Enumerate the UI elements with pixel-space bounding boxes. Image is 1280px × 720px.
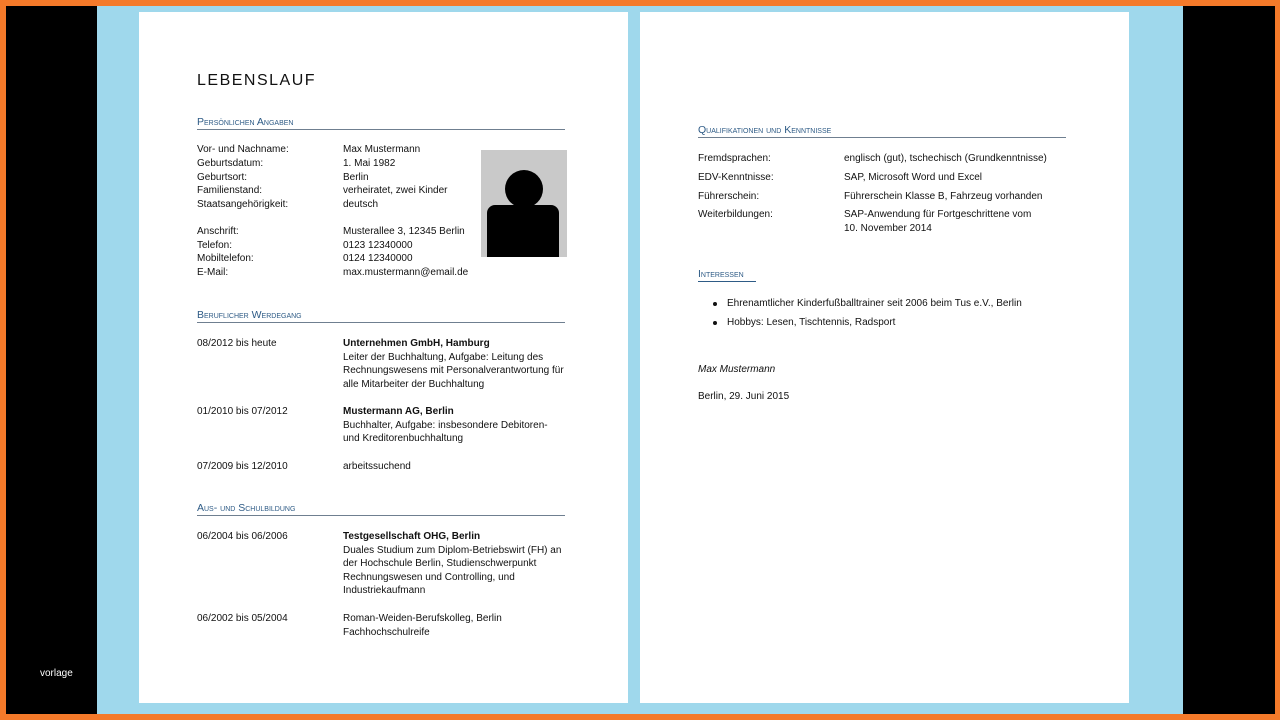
avatar-body-icon: [487, 205, 559, 257]
field-value: 1. Mai 1982: [343, 158, 396, 169]
field-label: Telefon:: [197, 240, 233, 251]
cv-page-2: [640, 12, 1129, 703]
section-heading-education: Aus- und Schulbildung: [197, 502, 565, 516]
field-value: englisch (gut), tschechisch (Grundkenntnisse): [844, 153, 1047, 164]
profile-photo-placeholder: [481, 150, 567, 257]
entry-date: 06/2002 bis 05/2004: [197, 613, 288, 624]
entry-organization: Testgesellschaft OHG, Berlin: [343, 531, 481, 542]
entry-date: 07/2009 bis 12/2010: [197, 461, 288, 472]
field-label: Staatsangehörigkeit:: [197, 199, 289, 210]
field-value: SAP, Microsoft Word und Excel: [844, 172, 983, 183]
list-item: Ehrenamtlicher Kinderfußballtrainer seit 2006 beim Tus e.V., Berlin: [712, 298, 1022, 317]
field-value: deutsch: [343, 199, 379, 210]
list-item: Hobbys: Lesen, Tischtennis, Radsport: [712, 317, 1022, 336]
field-value: 0124 12340000: [343, 253, 413, 264]
entry-description: Buchhalter, Aufgabe: insbesondere Debitoren- und Kreditorenbuchhaltung: [343, 419, 548, 444]
field-value: verheiratet, zwei Kinder: [343, 185, 448, 196]
field-label: Mobiltelefon:: [197, 253, 254, 264]
field-label: Vor- und Nachname:: [197, 144, 289, 155]
field-value: Musterallee 3, 12345 Berlin: [343, 226, 465, 237]
corner-label: vorlage: [40, 668, 73, 679]
entry-description: Roman-Weiden-Berufskolleg, Berlin Fachhochschulreife: [343, 613, 502, 638]
entry-description: arbeitssuchend: [343, 461, 411, 472]
signature-name: Max Mustermann: [698, 364, 776, 375]
section-heading-career: Beruflicher Werdegang: [197, 309, 565, 323]
field-label: Führerschein:: [698, 191, 760, 202]
field-value: max.mustermann@email.de: [343, 267, 469, 278]
field-label: Weiterbildungen:: [698, 209, 773, 220]
field-label: Fremdsprachen:: [698, 153, 771, 164]
entry-organization: Unternehmen GmbH, Hamburg: [343, 338, 490, 349]
section-heading-personal: Persönlichen Angaben: [197, 116, 565, 130]
section-heading-qualifications: Qualifikationen und Kenntnisse: [698, 124, 1066, 138]
entry-date: 08/2012 bis heute: [197, 338, 277, 349]
field-label: Anschrift:: [197, 226, 239, 237]
field-label: EDV-Kenntnisse:: [698, 172, 774, 183]
entry-description: Duales Studium zum Diplom-Betriebswirt (FH) an der Hochschule Berlin, Studienschwerpunkt Rechnungswesen und Controlling, und Industriekaufmann: [343, 544, 562, 596]
field-value: Berlin: [343, 172, 369, 183]
field-value: 0123 12340000: [343, 240, 413, 251]
avatar-head-icon: [505, 170, 543, 208]
field-label: Familienstand:: [197, 185, 263, 196]
interests-list: [712, 298, 1022, 336]
entry-date: 01/2010 bis 07/2012: [197, 406, 288, 417]
field-value: Führerschein Klasse B, Fahrzeug vorhanden: [844, 191, 1043, 202]
cv-page-1: [139, 12, 628, 703]
field-value: SAP-Anwendung für Fortgeschrittene vom 10. November 2014: [844, 209, 1032, 234]
signature-place-date: Berlin, 29. Juni 2015: [698, 391, 790, 402]
entry-date: 06/2004 bis 06/2006: [197, 531, 288, 542]
document-title: LEBENSLAUF: [197, 72, 317, 89]
entry-organization: Mustermann AG, Berlin: [343, 406, 454, 417]
field-label: Geburtsort:: [197, 172, 248, 183]
field-label: Geburtsdatum:: [197, 158, 264, 169]
section-heading-interests: Interessen: [698, 268, 756, 282]
field-value: Max Mustermann: [343, 144, 421, 155]
field-label: E-Mail:: [197, 267, 229, 278]
entry-description: Leiter der Buchhaltung, Aufgabe: Leitung des Rechnungswesens mit Personalverantwortung für alle Mitarbeiter der Buchhaltung: [343, 351, 564, 390]
